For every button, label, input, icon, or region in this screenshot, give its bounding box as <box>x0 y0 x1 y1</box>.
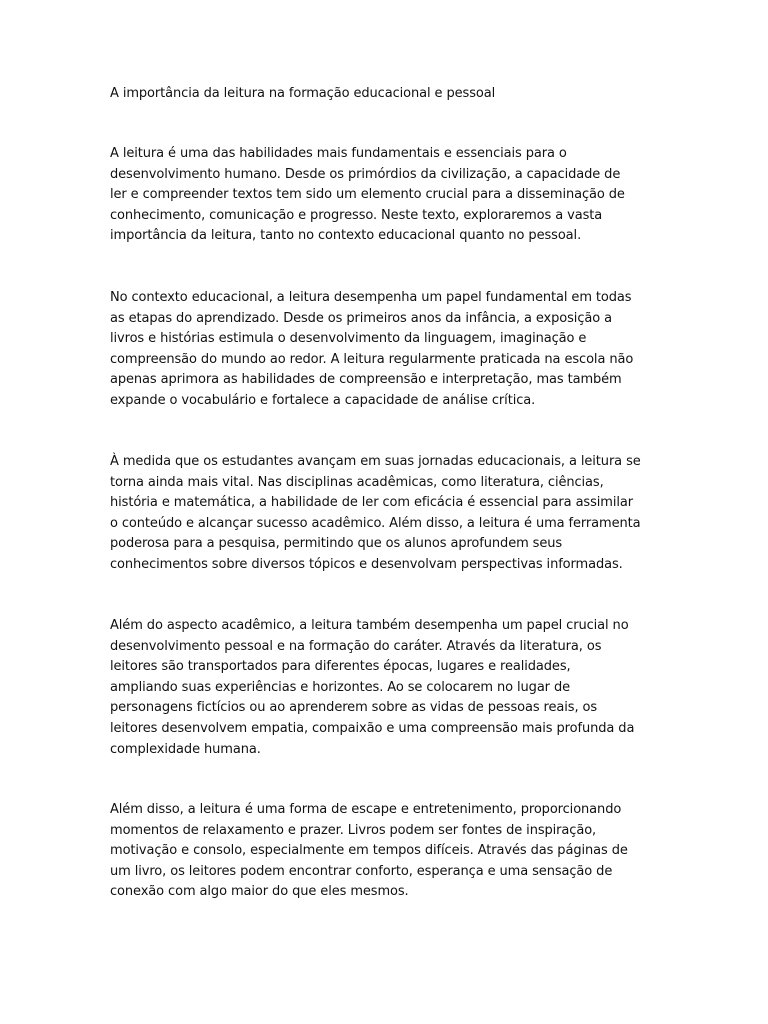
text-line: momentos de relaxamento e prazer. Livros podem ser fontes de inspiração, <box>110 822 597 838</box>
text-line: ampliando suas experiências e horizontes. Ao se colocarem no lugar de <box>110 679 571 695</box>
text-line: o conteúdo e alcançar sucesso acadêmico. Além disso, a leitura é uma ferramenta <box>110 515 641 531</box>
paragraph <box>110 144 670 247</box>
text-line: ler e compreender textos tem sido um elemento crucial para a disseminação de <box>110 187 625 203</box>
text-line: conhecimento, comunicação e progresso. Neste texto, exploraremos a vasta <box>110 207 603 223</box>
text-line: No contexto educacional, a leitura desempenha um papel fundamental em todas <box>110 290 632 305</box>
text-line: conexão com algo maior do que eles mesmos. <box>110 884 409 900</box>
text-line: leitores desenvolvem empatia, compaixão e uma compreensão mais profunda da <box>110 720 635 736</box>
text-line: À medida que os estudantes avançam em suas jornadas educacionais, a leitura se <box>110 454 641 469</box>
text-line: um livro, os leitores podem encontrar conforto, esperança e uma sensação de <box>110 863 613 879</box>
text-line: personagens fictícios ou ao aprenderem sobre as vidas de pessoas reais, os <box>110 700 598 716</box>
text-line: livros e histórias estimula o desenvolvimento da linguagem, imaginação e <box>110 331 587 347</box>
text-line: desenvolvimento pessoal e na formação do caráter. Através da literatura, os <box>110 638 602 654</box>
text-line: motivação e consolo, especialmente em tempos difíceis. Através das páginas de <box>110 843 628 859</box>
paragraph <box>110 452 670 576</box>
text-line: poderosa para a pesquisa, permitindo que os alunos aprofundem seus <box>110 536 563 552</box>
text-line: Além do aspecto acadêmico, a leitura também desempenha um papel crucial no <box>110 618 629 633</box>
document-title: A importância da leitura na formação educacional e pessoal <box>110 86 496 101</box>
text-line: leitores são transportados para diferentes épocas, lugares e realidades, <box>110 659 571 675</box>
paragraph <box>110 616 670 760</box>
text-line: Além disso, a leitura é uma forma de escape e entretenimento, proporcionando <box>110 802 622 817</box>
text-line: conhecimentos sobre diversos tópicos e desenvolvam perspectivas informadas. <box>110 556 623 572</box>
text-line: torna ainda mais vital. Nas disciplinas acadêmicas, como literatura, ciências, <box>110 474 604 490</box>
text-line: expande o vocabulário e fortalece a capacidade de análise crítica. <box>110 392 536 408</box>
text-line: complexidade humana. <box>110 741 261 757</box>
text-line: as etapas do aprendizado. Desde os primeiros anos da infância, a exposição a <box>110 310 612 326</box>
paragraph <box>110 800 670 903</box>
text-line: compreensão do mundo ao redor. A leitura regularmente praticada na escola não <box>110 351 634 367</box>
text-line: desenvolvimento humano. Desde os primórdios da civilização, a capacidade de <box>110 166 621 182</box>
paragraph <box>110 288 670 412</box>
text-line: história e matemática, a habilidade de ler com eficácia é essencial para assimilar <box>110 495 633 511</box>
text-line: A leitura é uma das habilidades mais fundamentais e essenciais para o <box>110 146 567 161</box>
text-line: importância da leitura, tanto no contexto educacional quanto no pessoal. <box>110 228 582 244</box>
text-line: apenas aprimora as habilidades de compreensão e interpretação, mas também <box>110 372 622 388</box>
